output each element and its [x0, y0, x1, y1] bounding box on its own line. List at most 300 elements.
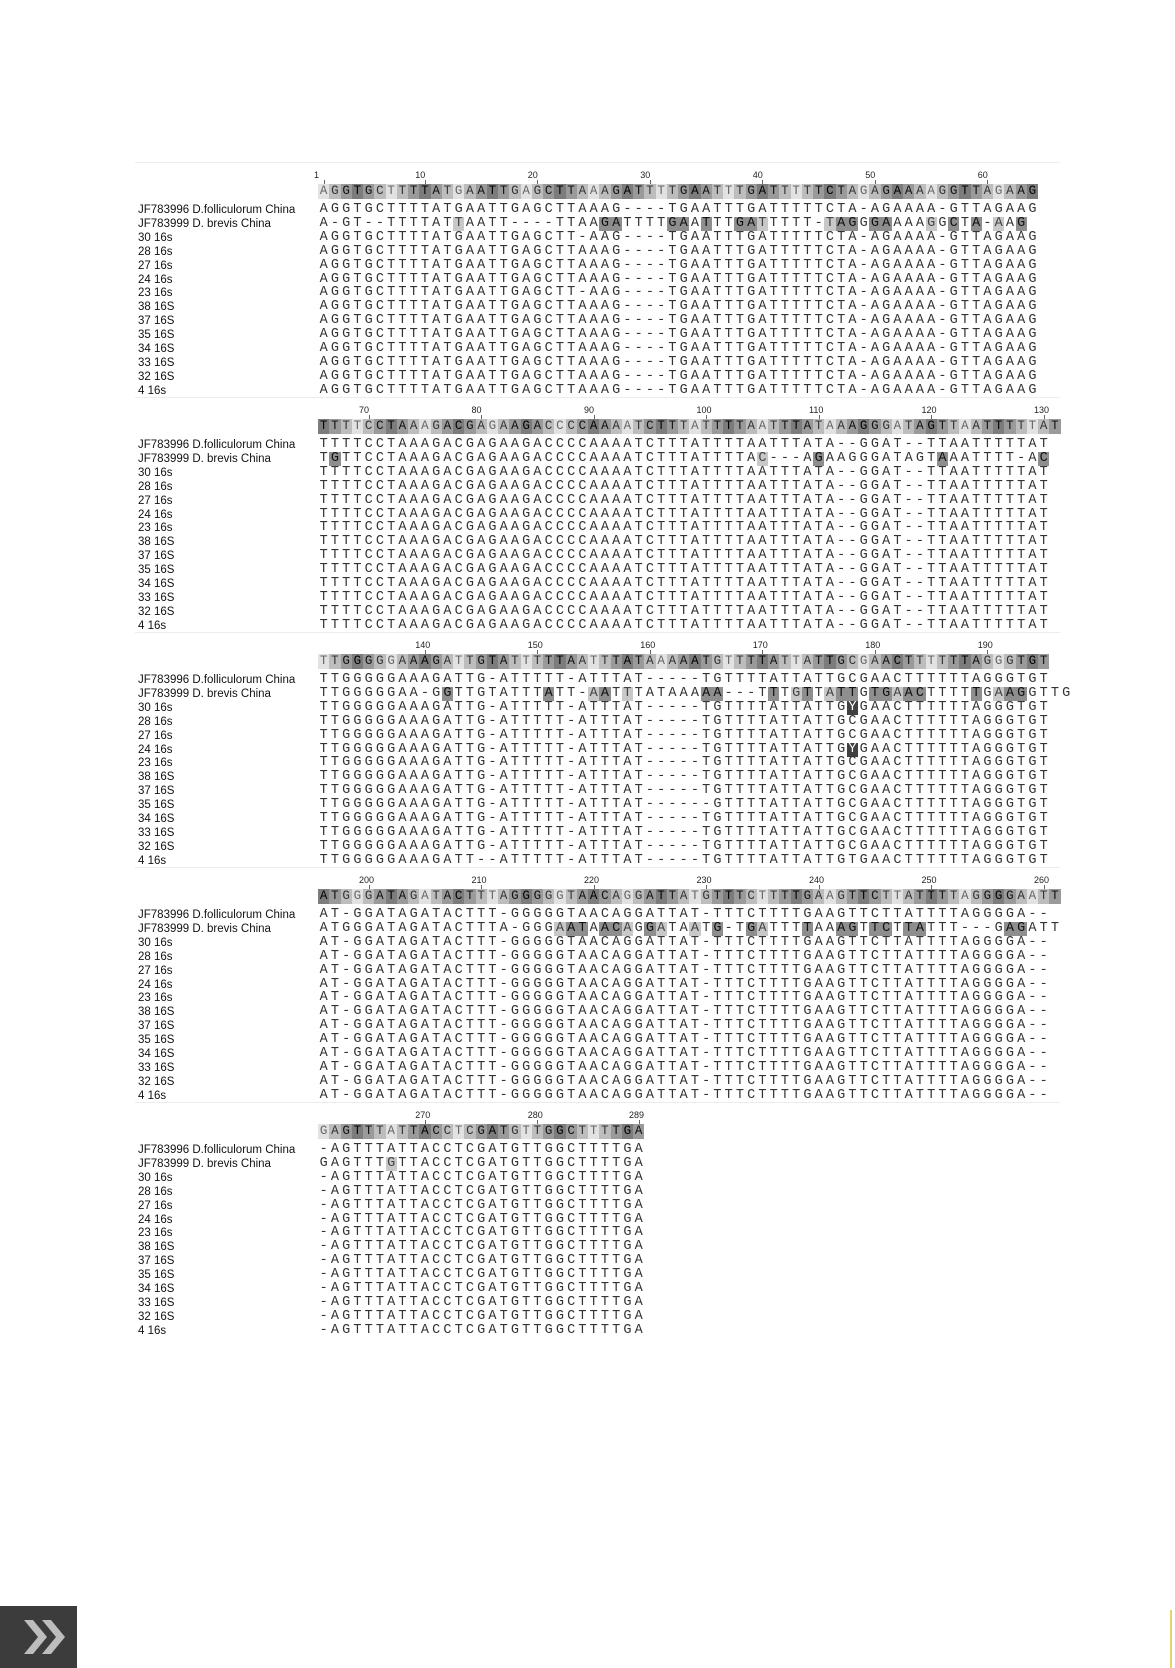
sequence-base: T	[983, 617, 992, 633]
sequence-base: A	[623, 727, 632, 743]
sequence-base: A	[870, 202, 879, 217]
sequence-base: G	[432, 811, 441, 826]
sequence-base: -	[319, 1142, 328, 1157]
sequence-base: T	[713, 1032, 722, 1048]
sequence-base: A	[882, 838, 891, 854]
sequence-base: G	[342, 811, 351, 826]
sequence-base: G	[837, 1059, 846, 1075]
sequence-base: -	[375, 215, 384, 231]
sequence-base: T	[724, 1046, 733, 1061]
sequence-base: T	[735, 920, 744, 936]
sequence-base: A	[589, 617, 598, 633]
sequence-base: T	[702, 506, 711, 522]
sequence-base: T	[409, 285, 418, 301]
sequence-base: T	[522, 769, 531, 785]
consensus-base: T	[331, 654, 339, 668]
sequence-base: A	[499, 520, 508, 536]
sequence-base: T	[353, 341, 362, 356]
sequence-label: 37 16S	[138, 315, 175, 328]
sequence-base: T	[904, 797, 913, 813]
sequence-base: T	[792, 672, 801, 687]
sequence-base: -	[1017, 450, 1026, 466]
sequence-base: T	[657, 603, 666, 619]
sequence-base: A	[825, 934, 834, 950]
sequence-base: C	[432, 1155, 441, 1171]
sequence-base: T	[713, 1087, 722, 1103]
sequence-base: G	[465, 603, 474, 619]
sequence-base: T	[499, 341, 508, 356]
sequence-base: A	[578, 382, 587, 398]
sequence-base: A	[1028, 920, 1037, 936]
sequence-base: -	[668, 672, 677, 687]
sequence-base: A	[893, 202, 902, 217]
sequence-label: 24 16s	[138, 743, 173, 756]
sequence-base: A	[690, 341, 699, 356]
sequence-base: G	[533, 976, 542, 992]
sequence-base: -	[1039, 1046, 1048, 1061]
ruler-position-label: 150	[527, 640, 543, 650]
sequence-base: T	[893, 1059, 902, 1075]
sequence-base: -	[1039, 1018, 1048, 1034]
consensus-base: A	[488, 1124, 497, 1138]
sequence-base: T	[735, 450, 744, 466]
sequence-base: G	[375, 755, 384, 771]
sequence-base: T	[420, 327, 429, 343]
sequence-base: A	[1005, 285, 1014, 301]
sequence-base: T	[724, 783, 733, 799]
sequence-base: -	[657, 285, 666, 301]
consensus-base: G	[556, 889, 564, 903]
sequence-base: T	[938, 990, 947, 1006]
sequence-base: G	[983, 755, 992, 771]
sequence-base: A	[488, 1169, 497, 1185]
sequence-base: C	[870, 1059, 879, 1075]
sequence-base: G	[342, 285, 351, 301]
sequence-base: G	[432, 617, 441, 633]
sequence-base: G	[994, 769, 1003, 785]
sequence-base: C	[364, 464, 373, 480]
sequence-base: T	[938, 713, 947, 729]
sequence-label: JF783996 D.folliculorum China	[138, 1144, 296, 1156]
sequence-base: T	[713, 464, 722, 480]
sequence-base: A	[499, 699, 508, 715]
sequence-base: T	[679, 603, 688, 619]
sequence-base: T	[904, 838, 913, 854]
sequence-base: A	[409, 520, 418, 536]
sequence-base: -	[915, 562, 924, 578]
sequence-base: G	[375, 699, 384, 715]
sequence-base: T	[938, 1087, 947, 1103]
sequence-base: T	[319, 576, 328, 591]
sequence-base: G	[387, 797, 396, 813]
sequence-base: T	[567, 271, 576, 287]
consensus-base: A	[826, 889, 834, 903]
sequence-base: T	[735, 1032, 744, 1048]
sequence-base: T	[499, 1155, 508, 1171]
sequence-base: T	[814, 313, 823, 329]
sequence-base: A	[409, 741, 418, 757]
sequence-base: T	[387, 341, 396, 356]
sequence-base: G	[364, 811, 373, 826]
sequence-base: A	[387, 1281, 396, 1296]
sequence-base: A	[927, 285, 936, 301]
sequence-base: -	[668, 797, 677, 813]
sequence-row	[318, 521, 1049, 535]
sequence-base: T	[724, 589, 733, 605]
sequence-base: G	[533, 202, 542, 217]
sequence-base: G	[994, 824, 1003, 840]
sequence-base: A	[1028, 450, 1037, 466]
sequence-base: T	[600, 1239, 609, 1255]
sequence-base: T	[1039, 562, 1048, 578]
sequence-base: T	[623, 685, 632, 701]
sequence-base: G	[387, 1155, 396, 1171]
consensus-base: G	[983, 654, 992, 668]
sequence-base: T	[544, 783, 553, 799]
sequence-base: A	[589, 962, 598, 978]
sequence-base: A	[477, 382, 486, 398]
sequence-base: T	[769, 920, 778, 936]
sequence-base: T	[938, 1004, 947, 1020]
sequence-base: G	[510, 1087, 519, 1103]
sequence-base: G	[454, 229, 463, 245]
sequence-base: G	[994, 755, 1003, 771]
sequence-base: A	[983, 341, 992, 356]
sequence-base: A	[589, 368, 598, 384]
sequence-base: T	[387, 934, 396, 950]
sequence-base: G	[353, 920, 362, 936]
sequence-base: T	[904, 713, 913, 729]
sequence-base: A	[927, 313, 936, 329]
sequence-base: A	[825, 603, 834, 619]
sequence-base: A	[409, 450, 418, 466]
sequence-base: T	[724, 257, 733, 273]
sequence-base: G	[353, 741, 362, 757]
sequence-base: T	[387, 920, 396, 936]
sequence-base: T	[1017, 741, 1026, 757]
sequence-base: T	[814, 354, 823, 370]
sequence-base: -	[623, 368, 632, 384]
sequence-base: A	[1017, 229, 1026, 245]
sequence-base: A	[398, 727, 407, 743]
sequence-base: T	[1039, 838, 1048, 854]
sequence-base: G	[612, 271, 621, 287]
sequence-base: T	[735, 741, 744, 757]
sequence-base: T	[825, 741, 834, 757]
sequence-base: T	[825, 727, 834, 743]
consensus-base: T	[432, 889, 440, 903]
sequence-base: T	[927, 548, 936, 564]
sequence-base: T	[522, 1294, 531, 1310]
sequence-base: T	[578, 1225, 587, 1241]
sequence-base: C	[375, 202, 384, 217]
sequence-base: C	[465, 1169, 474, 1185]
sequence-base: -	[904, 576, 913, 591]
sequence-base: G	[544, 1087, 553, 1103]
sequence-base: -	[657, 271, 666, 287]
sequence-base: A	[522, 368, 531, 384]
sequence-base: T	[949, 948, 958, 964]
sequence-base: T	[735, 589, 744, 605]
sequence-base: T	[983, 478, 992, 494]
sequence-base: T	[364, 1253, 373, 1269]
ruler-position-label: 120	[921, 405, 937, 415]
sequence-base: A	[420, 464, 429, 480]
consensus-base: A	[398, 419, 407, 433]
sequence-base: T	[780, 920, 789, 936]
sequence-base: T	[1039, 548, 1048, 564]
sequence-base: -	[645, 271, 654, 287]
sequence-base: G	[747, 271, 756, 287]
sequence-base: A	[949, 450, 958, 466]
sequence-base: -	[837, 603, 846, 619]
sequence-base: G	[983, 699, 992, 715]
consensus-base: A	[421, 419, 429, 433]
sequence-base: A	[1028, 548, 1037, 564]
sequence-base: G	[522, 1087, 531, 1103]
sequence-base: T	[612, 1155, 621, 1171]
sequence-base: A	[972, 215, 981, 231]
sequence-base: T	[657, 437, 666, 452]
sequence-row	[318, 1047, 1049, 1061]
sequence-base: G	[994, 299, 1003, 315]
sequence-base: T	[893, 1073, 902, 1089]
double-chevron-right-icon[interactable]	[0, 1606, 77, 1668]
sequence-row	[318, 1005, 1049, 1019]
sequence-base: C	[645, 589, 654, 605]
sequence-base: T	[319, 437, 328, 452]
sequence-base: A	[589, 202, 598, 217]
sequence-base: C	[882, 920, 891, 936]
sequence-base: A	[634, 1142, 643, 1157]
sequence-base: C	[600, 1073, 609, 1089]
consensus-base: A	[961, 419, 969, 433]
sequence-base: A	[758, 562, 767, 578]
sequence-base: A	[870, 811, 879, 826]
sequence-base: C	[893, 727, 902, 743]
sequence-base: T	[578, 1308, 587, 1324]
sequence-base: T	[555, 741, 564, 757]
sequence-base: A	[949, 617, 958, 633]
sequence-base: A	[600, 520, 609, 536]
sequence-base: -	[915, 603, 924, 619]
sequence-base: T	[319, 824, 328, 840]
sequence-base: T	[814, 783, 823, 799]
sequence-base: A	[904, 934, 913, 950]
sequence-base: C	[375, 478, 384, 494]
sequence-base: A	[443, 437, 452, 452]
consensus-base: A	[769, 654, 778, 668]
sequence-base: T	[319, 589, 328, 605]
sequence-base: T	[454, 755, 463, 771]
sequence-base: G	[342, 1308, 351, 1324]
sequence-base: G	[432, 727, 441, 743]
sequence-base: T	[994, 534, 1003, 550]
sequence-base: T	[319, 838, 328, 854]
sequence-base: T	[972, 327, 981, 343]
sequence-base: A	[960, 990, 969, 1006]
sequence-base: A	[499, 534, 508, 550]
sequence-base: T	[499, 285, 508, 301]
sequence-base: C	[544, 576, 553, 591]
sequence-base: A	[1005, 243, 1014, 259]
sequence-base: A	[443, 464, 452, 480]
sequence-base: A	[679, 948, 688, 964]
consensus-base: T	[353, 1124, 362, 1138]
ruler-position-label: 240	[809, 875, 825, 885]
sequence-base: T	[634, 589, 643, 605]
sequence-base: G	[454, 313, 463, 329]
sequence-base: T	[702, 811, 711, 826]
sequence-base: G	[679, 299, 688, 315]
sequence-base: G	[634, 976, 643, 992]
sequence-base: G	[544, 907, 553, 922]
sequence-base: C	[454, 934, 463, 950]
sequence-base: T	[814, 506, 823, 522]
sequence-base: A	[319, 1032, 328, 1048]
sequence-base: A	[420, 1281, 429, 1296]
sequence-base: A	[679, 1059, 688, 1075]
sequence-base: T	[612, 685, 621, 701]
sequence-base: T	[668, 520, 677, 536]
sequence-base: T	[398, 215, 407, 231]
sequence-base: A	[915, 382, 924, 398]
sequence-base: T	[780, 589, 789, 605]
sequence-base: A	[589, 313, 598, 329]
sequence-base: T	[837, 299, 846, 315]
sequence-base: G	[544, 1294, 553, 1310]
sequence-base: A	[825, 576, 834, 591]
sequence-label: JF783996 D.folliculorum China	[138, 674, 296, 686]
sequence-base: T	[803, 920, 812, 936]
sequence-base: A	[443, 589, 452, 605]
sequence-base: C	[870, 1087, 879, 1103]
sequence-base: G	[510, 976, 519, 992]
sequence-base: G	[364, 838, 373, 854]
sequence-base: A	[488, 1322, 497, 1338]
sequence-base: A	[578, 838, 587, 854]
consensus-base: A	[432, 184, 440, 198]
sequence-base: A	[600, 478, 609, 494]
sequence-base: T	[488, 285, 497, 301]
consensus-base: T	[319, 419, 328, 433]
sequence-base: G	[837, 1073, 846, 1089]
sequence-base: A	[972, 838, 981, 854]
sequence-base: G	[555, 1308, 564, 1324]
sequence-base: T	[668, 1087, 677, 1103]
sequence-base: G	[454, 271, 463, 287]
sequence-base: G	[623, 1308, 632, 1324]
sequence-base: A	[443, 576, 452, 591]
sequence-base: G	[713, 755, 722, 771]
sequence-base: -	[702, 990, 711, 1006]
sequence-base: A	[623, 450, 632, 466]
consensus-base: T	[578, 1124, 587, 1138]
sequence-base: C	[747, 1032, 756, 1048]
sequence-base: T	[713, 548, 722, 564]
sequence-base: A	[623, 534, 632, 550]
sequence-base: T	[578, 1169, 587, 1185]
sequence-base: T	[938, 783, 947, 799]
sequence-base: -	[634, 202, 643, 217]
sequence-base: T	[488, 341, 497, 356]
sequence-base: T	[735, 617, 744, 633]
sequence-base: G	[837, 741, 846, 757]
sequence-base: T	[398, 229, 407, 245]
sequence-base: T	[465, 934, 474, 950]
sequence-base: G	[848, 215, 857, 231]
sequence-base: A	[600, 920, 609, 936]
sequence-base: -	[645, 797, 654, 813]
sequence-base: G	[972, 1059, 981, 1075]
sequence-base: A	[398, 617, 407, 633]
sequence-base: A	[465, 313, 474, 329]
consensus-base: G	[803, 889, 812, 903]
sequence-base: T	[803, 299, 812, 315]
sequence-base: T	[657, 1087, 666, 1103]
sequence-base: T	[488, 271, 497, 287]
sequence-base: A	[477, 202, 486, 217]
sequence-base: T	[612, 713, 621, 729]
sequence-base: -	[679, 838, 688, 854]
sequence-base: T	[702, 699, 711, 715]
sequence-base: C	[375, 299, 384, 315]
sequence-base: C	[825, 354, 834, 370]
sequence-base: C	[893, 824, 902, 840]
sequence-base: T	[792, 1032, 801, 1048]
sequence-base: T	[409, 257, 418, 273]
sequence-base: T	[893, 492, 902, 508]
sequence-base: T	[668, 506, 677, 522]
sequence-base: T	[780, 1018, 789, 1034]
sequence-base: G	[533, 368, 542, 384]
sequence-base: T	[1005, 450, 1014, 466]
sequence-base: T	[668, 478, 677, 494]
sequence-base: T	[454, 741, 463, 757]
sequence-base: T	[780, 617, 789, 633]
sequence-base: A	[803, 437, 812, 452]
sequence-base: T	[578, 1253, 587, 1269]
sequence-base: G	[983, 934, 992, 950]
sequence-base: G	[1028, 257, 1037, 273]
sequence-base: Y	[848, 741, 857, 757]
sequence-base: -	[938, 271, 947, 287]
sequence-base: G	[353, 852, 362, 868]
sequence-base: A	[578, 354, 587, 370]
sequence-base: C	[578, 437, 587, 452]
sequence-base: T	[927, 685, 936, 701]
sequence-base: A	[904, 1073, 913, 1089]
sequence-base: G	[1028, 811, 1037, 826]
sequence-base: A	[1005, 215, 1014, 231]
sequence-base: T	[803, 271, 812, 287]
sequence-base: G	[679, 271, 688, 287]
sequence-base: A	[510, 548, 519, 564]
sequence-base: A	[1017, 1073, 1026, 1089]
consensus-base: C	[556, 419, 564, 433]
sequence-base: T	[342, 534, 351, 550]
sequence-base: T	[972, 450, 981, 466]
sequence-base: T	[668, 1018, 677, 1034]
sequence-base: C	[443, 1155, 452, 1171]
sequence-base: G	[353, 811, 362, 826]
sequence-base: G	[747, 313, 756, 329]
ruler-position-label: 90	[584, 405, 595, 415]
sequence-base: G	[342, 354, 351, 370]
sequence-base: G	[1005, 1004, 1014, 1020]
sequence-base: A	[904, 1032, 913, 1048]
sequence-base: T	[758, 1059, 767, 1075]
